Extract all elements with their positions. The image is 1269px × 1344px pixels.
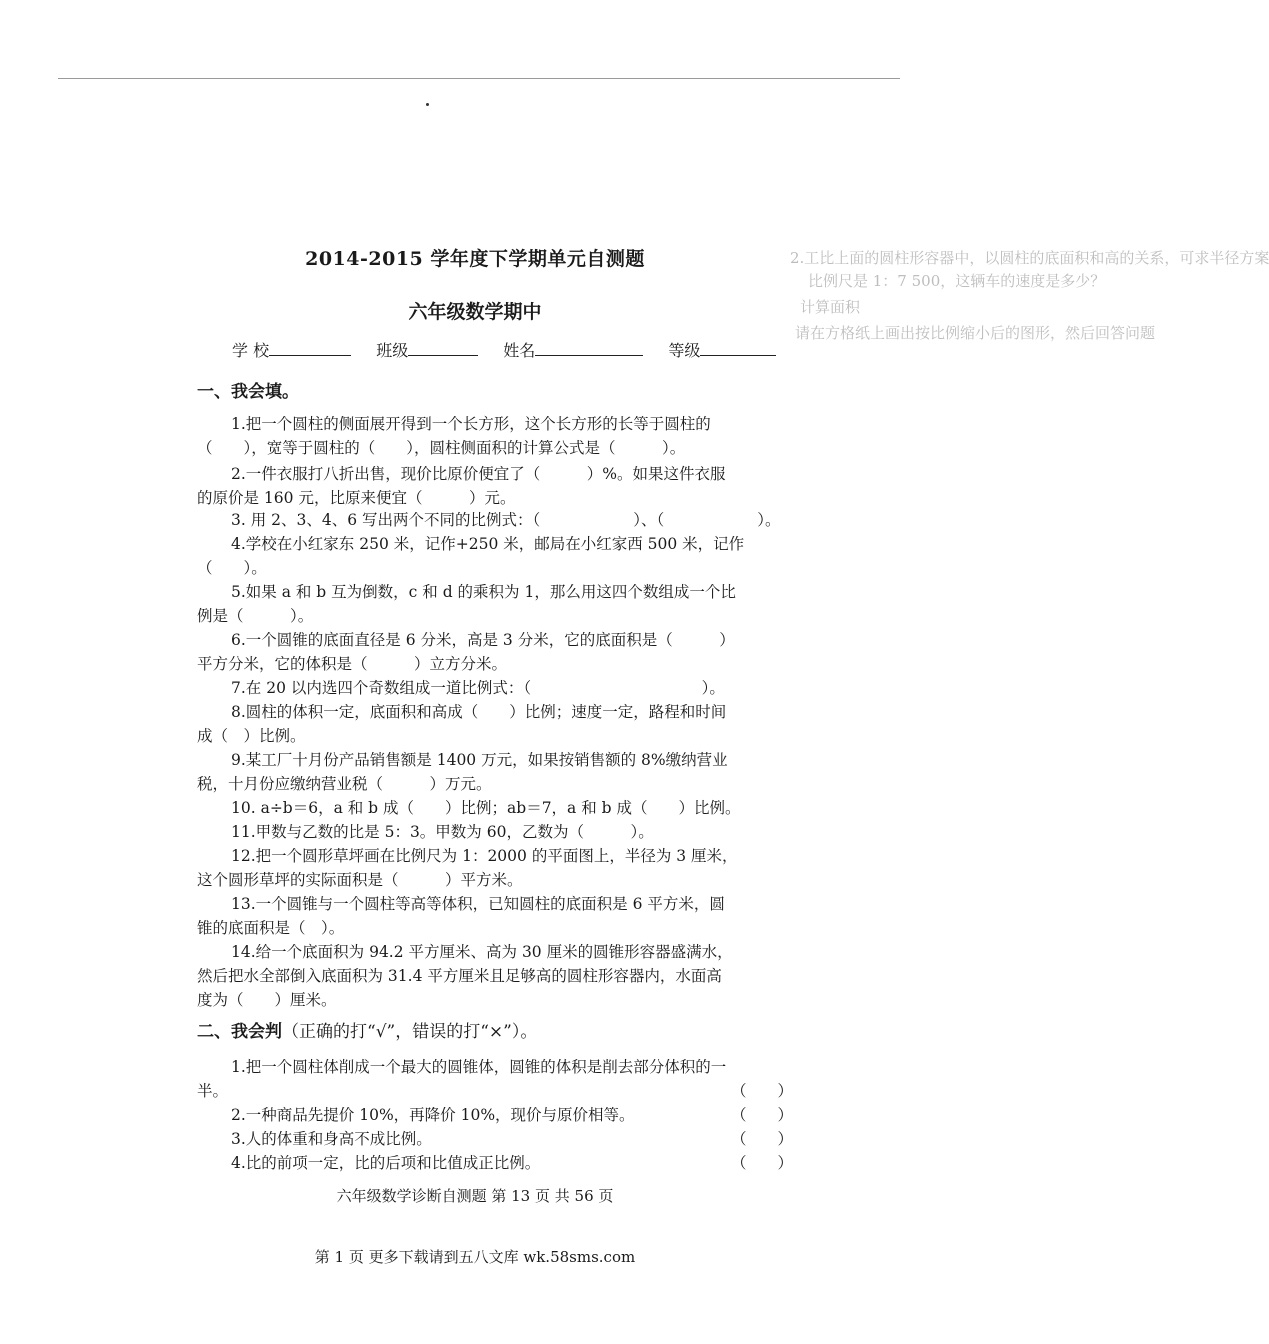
judge-question-3-line-1 — [197, 1127, 817, 1151]
fill-question-14-line-3: 度为（ ）厘米。 — [197, 991, 337, 1009]
bleed-text-b: 比例尺是 1：7 500，这辆车的速度是多少？ — [808, 272, 1106, 290]
section-2-title: 二、我会判 — [197, 1022, 282, 1042]
judge-question-1-line-1 — [197, 1055, 817, 1079]
answer-paren[interactable]: （ ） — [730, 1082, 793, 1100]
page-subtitle: 六年级数学期中 — [408, 301, 542, 323]
fill-question-12-line-2: 这个圆形草坪的实际面积是（ ）平方米。 — [197, 871, 523, 889]
answer-paren[interactable]: （ ） — [730, 1106, 793, 1124]
judge-question-4-line-1 — [197, 1151, 817, 1175]
fill-question-6-line-1: 6.一个圆锥的底面直径是 6 分米，高是 3 分米，它的底面积是（ ） — [231, 631, 735, 649]
judge-question-text: 1.把一个圆柱体削成一个最大的圆锥体，圆锥的体积是削去部分体积的一 — [231, 1058, 727, 1076]
fill-question-3-line-1: 3. 用 2、3、4、6 写出两个不同的比例式：（ ）、（ ）。 — [231, 511, 781, 529]
page-footer: 六年级数学诊断自测题 第 13 页 共 56 页 — [336, 1187, 614, 1205]
fill-question-4-line-2: （ ）。 — [197, 559, 267, 577]
fill-question-5-line-2: 例是（ ）。 — [197, 607, 314, 625]
fill-question-8-line-1: 8.圆柱的体积一定，底面积和高成（ ）比例；速度一定，路程和时间 — [231, 703, 727, 721]
fill-question-4-line-1: 4.学校在小红家东 250 米，记作+250 米，邮局在小红家西 500 米，记作 — [231, 535, 745, 553]
fill-question-9-line-1: 9.某工厂十月份产品销售额是 1400 万元，如果按销售额的 8%缴纳营业 — [231, 751, 728, 769]
speck — [426, 103, 429, 106]
grade-label: 等级 — [668, 341, 701, 360]
fill-question-13-line-2: 锥的底面积是（ ）。 — [197, 919, 345, 937]
page-title: 2014-2015 学年度下学期单元自测题 — [305, 248, 645, 270]
site-footer: 第 1 页 更多下载请到五八文库 wk.58sms.com — [314, 1248, 636, 1266]
fill-question-6-line-2: 平方分米，它的体积是（ ）立方分米。 — [197, 655, 508, 673]
name-blank[interactable] — [535, 339, 643, 356]
fill-question-11-line-1: 11.甲数与乙数的比是 5：3。甲数为 60，乙数为（ ）。 — [231, 823, 654, 841]
judge-question-2-line-1 — [197, 1103, 817, 1127]
fill-question-14-line-2: 然后把水全部倒入底面积为 31.4 平方厘米且足够高的圆柱形容器内，水面高 — [197, 967, 722, 985]
section-1-heading: 一、我会填。 — [197, 382, 299, 402]
school-blank[interactable] — [269, 339, 351, 356]
fill-question-14-line-1: 14.给一个底面积为 94.2 平方厘米、高为 30 厘米的圆锥形容器盛满水， — [231, 943, 733, 961]
fill-question-1-line-1: 1.把一个圆柱的侧面展开得到一个长方形，这个长方形的长等于圆柱的 — [231, 415, 711, 433]
class-blank[interactable] — [408, 339, 478, 356]
student-info-row — [232, 338, 776, 361]
fill-question-1-line-2: （ ），宽等于圆柱的（ ），圆柱侧面积的计算公式是（ ）。 — [197, 439, 686, 457]
fill-question-2-line-1: 2.一件衣服打八折出售，现价比原价便宜了（ ）%。如果这件衣服 — [231, 465, 726, 483]
judge-question-1-line-2 — [197, 1079, 817, 1103]
judge-question-text: 半。 — [197, 1082, 229, 1100]
fill-question-7-line-1: 7.在 20 以内选四个奇数组成一道比例式：（ ）。 — [231, 679, 725, 697]
fill-question-9-line-2: 税，十月份应缴纳营业税（ ）万元。 — [197, 775, 492, 793]
bleed-text-a: 2.工比上面的圆柱形容器中，以圆柱的底面积和高的关系，可求半径方案 — [790, 249, 1269, 267]
fill-question-2-line-2: 的原价是 160 元，比原来便宜（ ）元。 — [197, 489, 516, 507]
name-label: 姓名 — [503, 341, 536, 360]
fill-question-8-line-2: 成（ ）比例。 — [197, 727, 306, 745]
answer-paren[interactable]: （ ） — [730, 1130, 793, 1148]
fill-question-13-line-1: 13.一个圆锥与一个圆柱等高等体积，已知圆柱的底面积是 6 平方米，圆 — [231, 895, 725, 913]
answer-paren[interactable]: （ ） — [730, 1154, 793, 1172]
judge-question-text: 2.一种商品先提价 10%，再降价 10%，现价与原价相等。 — [231, 1106, 635, 1124]
judge-question-text: 4.比的前项一定，比的后项和比值成正比例。 — [231, 1154, 541, 1172]
section-2-note: （正确的打“√”，错误的打“×”）。 — [282, 1022, 538, 1042]
class-label: 班级 — [376, 341, 409, 360]
bleed-text-d: 请在方格纸上画出按比例缩小后的图形，然后回答问题 — [795, 324, 1156, 342]
school-label: 学 校 — [232, 341, 270, 360]
top-rule — [58, 78, 900, 79]
judge-question-text: 3.人的体重和身高不成比例。 — [231, 1130, 432, 1148]
fill-question-12-line-1: 12.把一个圆形草坪画在比例尺为 1：2000 的平面图上，半径为 3 厘米， — [231, 847, 738, 865]
section-2-heading — [197, 1017, 537, 1042]
fill-question-5-line-1: 5.如果 a 和 b 互为倒数，c 和 d 的乘积为 1，那么用这四个数组成一个比 — [231, 583, 736, 601]
fill-question-10-line-1: 10. a÷b＝6，a 和 b 成（ ）比例；ab＝7，a 和 b 成（ ）比例。 — [231, 799, 741, 817]
bleed-text-c: 计算面积 — [800, 298, 861, 316]
grade-blank[interactable] — [700, 339, 776, 356]
